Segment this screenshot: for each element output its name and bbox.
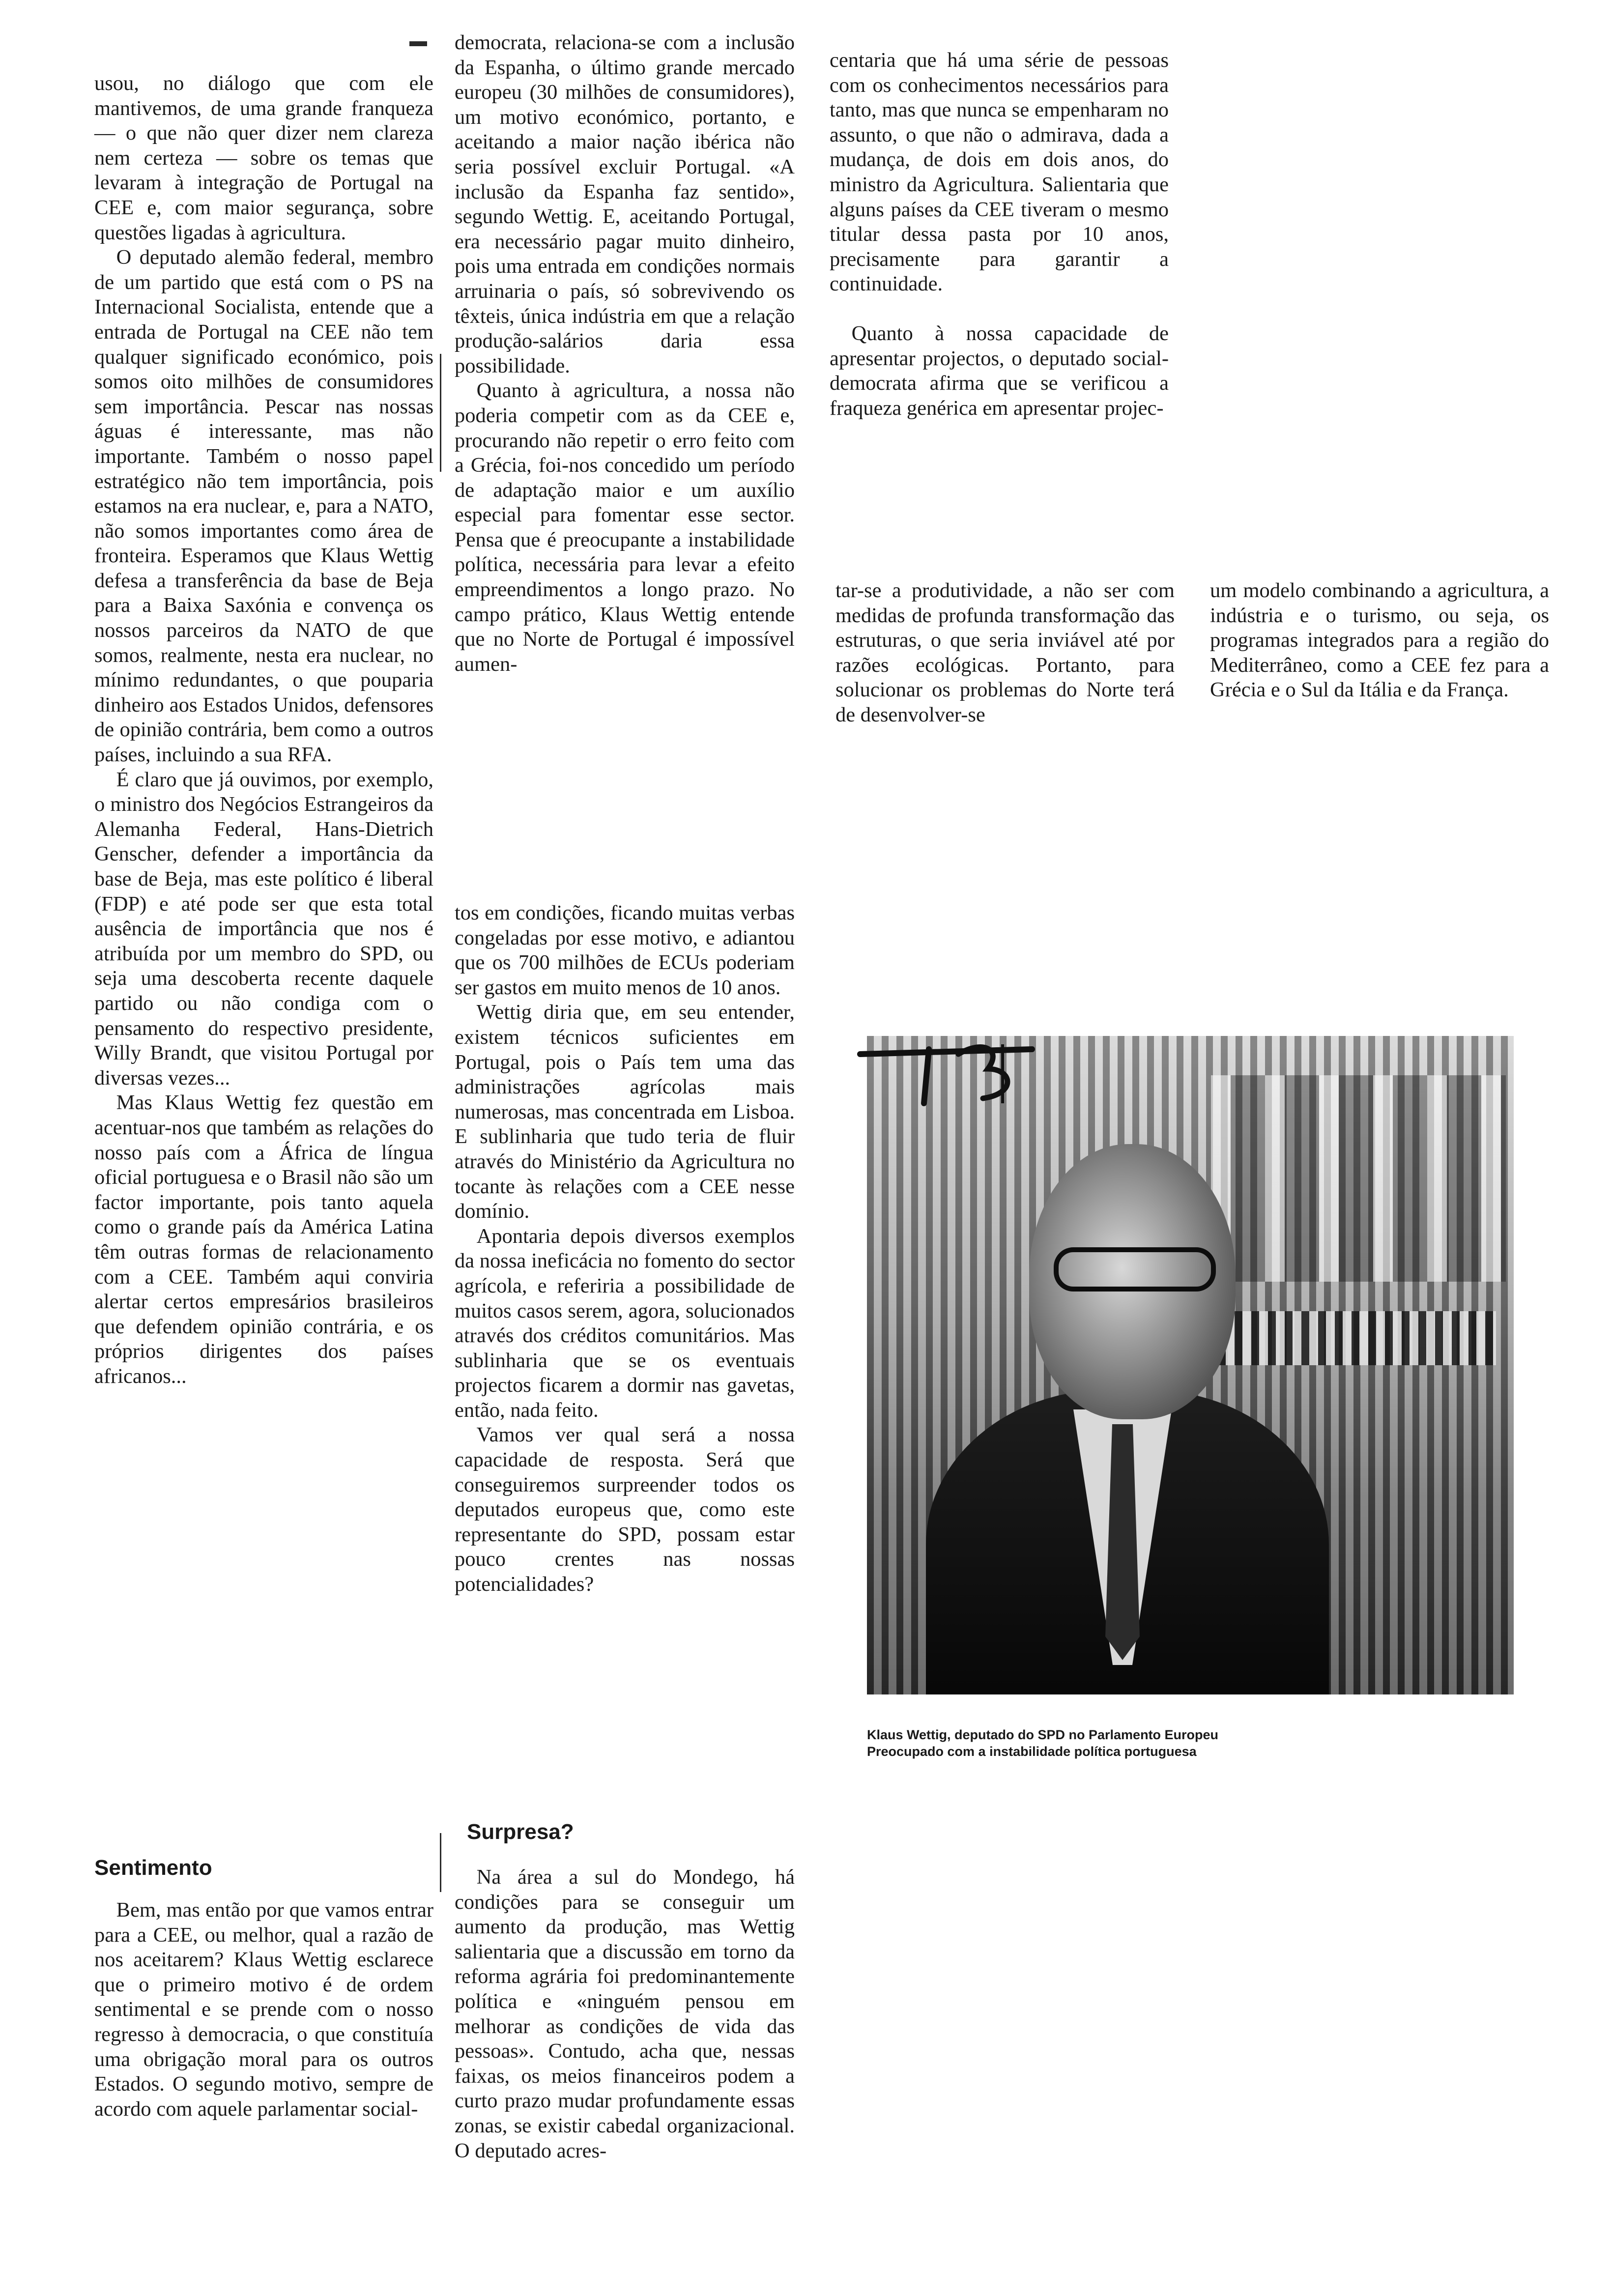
paragraph: democrata, relaciona-se com a inclusão da Espanha, o último grande mercado europeu (30 milhões de consumidores), um motivo económico, portanto, e aceitando a maior nação ibérica não seria possível excluir Portugal. «A inclusão da Espanha faz sentido», segundo Wettig. E, aceitando Portugal, era necessário pagar muito dinheiro, pois uma entrada em condições normais arruinaria o país, só sobrevivendo os têxteis, única indústria em que a relação produção-salários daria essa possibilidade. — [455, 31, 795, 377]
paragraph: tos em condições, ficando muitas verbas congeladas por esse motivo, e adiantou que os 700 milhões de ECUs poderiam ser gastos em muito menos de 10 anos. — [455, 901, 795, 999]
paragraph: tar-se a produtividade, a não ser com medidas de profunda transformação das estruturas, o que seria inviável até por razões ecológicas. Portanto, para solucionar os problemas do Norte terá de desenvolver-se — [835, 579, 1175, 726]
section-heading-sentimento: Sentimento — [94, 1856, 212, 1880]
photo-klaus-wettig — [867, 1036, 1514, 1694]
photo-background-arches — [1211, 1075, 1506, 1282]
paragraph: um modelo combinando a agricultura, a indústria e o turismo, ou seja, os programas integrados para a região do Mediterrâneo, como a CEE fez para a Grécia e o Sul da Itália e da França. — [1210, 579, 1549, 702]
handwritten-annotation — [855, 1034, 1130, 1108]
paragraph: Quanto à agricultura, a nossa não poderia competir com as da CEE e, procurando não repetir o erro feito com a Grécia, foi-nos concedido um período de adaptação maior e um auxílio especial para fomentar esse sector. Pensa que é preocupante a instabilidade política, necessária para levar a efeito empreendimentos a longo prazo. No campo prático, Klaus Wettig entende que no Norte de Portugal é impossível aumen- — [455, 379, 795, 676]
paragraph: O deputado alemão federal, membro de um partido que está com o PS na Internacional Socialista, entende que a entrada de Portugal na CEE não tem qualquer significado económico, pois somos oito milhões de consumidores sem importância. Pescar nas nossas águas é interessante, mas não importante. Também o nosso papel estratégico não tem importância, pois estamos na era nuclear, e, para a NATO, não somos importantes como área de fronteira. Esperamos que Klaus Wettig defesa a transferência da base de Beja para a Baixa Saxónia e convença os nossos parceiros da NATO de que somos, realmente, nesta era nuclear, no mínimo redundantes, o que pouparia dinheiro aos Estados Unidos, defensores de opinião contrária, bem como a outros países, incluindo a sua RFA. — [94, 246, 433, 767]
article-column-3-continued — [835, 578, 1175, 728]
column-rule — [440, 1833, 441, 1892]
paragraph: Na área a sul do Mondego, há condições para se conseguir um aumento da produção, mas Wettig salientaria que a discussão em torno da reforma agrária foi predominantemente política e «ninguém pensou em melhorar as condições de vida das pessoas». Contudo, acha que, nessas faixas, os meios financeiros podem a curto prazo mudar profundamente essas zonas, se existir cabedal organizacional. O deputado acres- — [455, 1866, 795, 2162]
section-heading-surpresa: Surpresa? — [467, 1820, 574, 1844]
paragraph: É claro que já ouvimos, por exemplo, o ministro dos Negócios Estrangeiros da Alemanha Federal, Hans-Dietrich Genscher, defender a importância da base de Beja, mas este político é liberal (FDP) e até pode ser que esta total ausência de importância que nos é atribuída por um membro do SPD, ou seja uma descoberta recente daquele partido ou não condiga com o pensamento do respectivo presidente, Willy Brandt, que visitou Portugal por diversas vezes... — [94, 768, 433, 1090]
paragraph: Quanto à nossa capacidade de apresentar projectos, o deputado social-democrata afirma que se verificou a fraqueza genérica em apresentar projec- — [830, 321, 1169, 420]
article-column-3 — [830, 48, 1169, 421]
paragraph: Apontaria depois diversos exemplos da nossa ineficácia no fomento do sector agrícola, e referiria a possibilidade de muitos casos serem, agora, solucionados através dos créditos comunitários. Mas sublinharia que se os eventuais projectos ficarem a dormir nas gavetas, então, nada feito. — [455, 1224, 795, 1422]
article-column-1 — [94, 71, 433, 1389]
column-rule — [440, 354, 441, 472]
paragraph: Wettig diria que, em seu entender, existem técnicos suficientes em Portugal, pois o País tem uma das administrações agrícolas mais numerosas, mas concentrada em Lisboa. E sublinharia que tudo teria de fluir através do Ministério da Agricultura no tocante às relações com a CEE nesse domínio. — [455, 1001, 795, 1223]
paragraph: Bem, mas então por que vamos entrar para a CEE, ou melhor, qual a razão de nos aceitarem? Klaus Wettig esclarece que o primeiro motivo é de ordem sentimental e se prende com o nosso regresso à democracia, o que constituía uma obrigação moral para os outros Estados. O segundo motivo, sempre de acordo com aquele parlamentar social- — [94, 1898, 433, 2121]
photo-figure-glasses — [1054, 1247, 1216, 1292]
article-column-2 — [455, 30, 795, 677]
article-column-2-continued — [455, 901, 795, 1597]
article-column-1-continued — [94, 1898, 433, 2122]
dash-mark — [409, 41, 427, 46]
paragraph: usou, no diálogo que com ele mantivemos, de uma grande franqueza — o que não quer dizer nem clareza nem certeza — sobre os temas que levaram à integração de Portugal na CEE e, com maior segurança, sobre questões ligadas à agricultura. — [94, 72, 433, 244]
paragraph: Vamos ver qual será a nossa capacidade de resposta. Será que conseguiremos surpreender todos os deputados europeus que, como este representante do SPD, possam estar pouco crentes nas nossas potencialidades? — [455, 1423, 795, 1596]
caption-line-2: Preocupado com a instabilidade política portuguesa — [867, 1744, 1197, 1759]
paragraph: Mas Klaus Wettig fez questão em acentuar-nos que também as relações do nosso país com a África de língua oficial portuguesa e o Brasil não são um factor importante, pois tanto aquela como o grande país da América Latina têm outras formas de relacionamento com a CEE. Também aqui conviria alertar certos empresários brasileiros que defendem opinião contrária, e os próprios dirigentes dos países africanos... — [94, 1091, 433, 1388]
photo-caption — [867, 1726, 1514, 1760]
article-column-4 — [1210, 578, 1549, 703]
photo-background-balcony — [1201, 1311, 1496, 1365]
article-column-2-final — [455, 1865, 795, 2163]
paragraph: centaria que há uma série de pessoas com os conhecimentos necessários para tanto, mas que nunca se empenharam no assunto, o que não o admirava, dada a mudança, de dois em dois anos, do ministro da Agricultura. Salientaria que alguns países da CEE tiveram o mesmo titular dessa pasta por 10 anos, precisamente para garantir a continuidade. — [830, 49, 1169, 296]
caption-line-1: Klaus Wettig, deputado do SPD no Parlamento Europeu — [867, 1727, 1219, 1742]
